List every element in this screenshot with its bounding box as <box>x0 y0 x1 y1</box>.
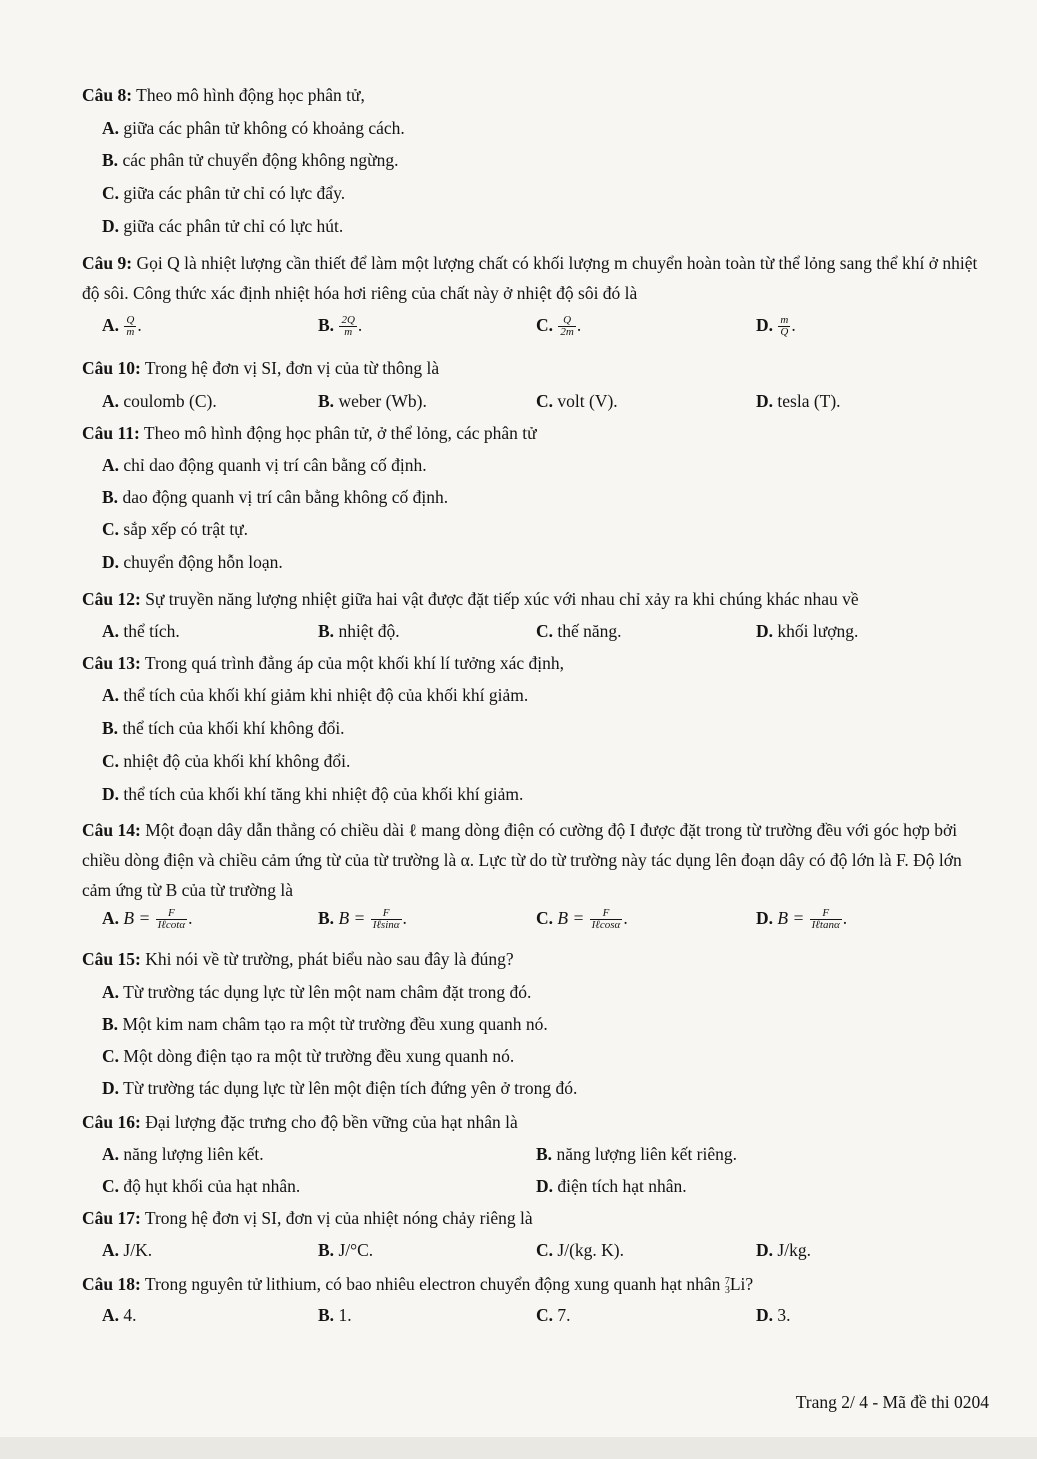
q18-option-d: D. 3. <box>756 1305 791 1325</box>
question-10: Câu 10: Trong hệ đơn vị SI, đơn vị của từ thông là <box>82 358 440 378</box>
q11-option-d: D. chuyển động hỗn loạn. <box>102 552 283 572</box>
question-15: Câu 15: Khi nói về từ trường, phát biểu nào sau đây là đúng? <box>82 949 514 969</box>
q18-option-a: A. 4. <box>102 1305 137 1325</box>
question-12: Câu 12: Sự truyền năng lượng nhiệt giữa hai vật được đặt tiếp xúc với nhau chỉ xảy ra khi chúng khác nhau về <box>82 589 859 609</box>
q9-option-d: D. $\frac{m}{Q}$ . <box>756 314 796 339</box>
q12-option-a: A. thể tích. <box>102 621 180 641</box>
question-18: Câu 18: Trong nguyên tử lithium, có bao nhiêu electron chuyển động xung quanh hạt nhân 7 3 Li? <box>82 1274 754 1296</box>
q11-option-c: C. sắp xếp có trật tự. <box>102 519 249 539</box>
q16-option-d: D. điện tích hạt nhân. <box>536 1176 687 1196</box>
q16-option-b: B. năng lượng liên kết riêng. <box>536 1144 738 1164</box>
question-13: Câu 13: Trong quá trình đẳng áp của một khối khí lí tưởng xác định, <box>82 653 564 673</box>
q10-option-c: C. volt (V). <box>536 391 618 411</box>
q9-option-b: B. $\frac{2Q}{m}$ . <box>318 314 363 339</box>
q17-option-c: C. J/(kg. K). <box>536 1240 624 1260</box>
q13-option-a: A. thể tích của khối khí giảm khi nhiệt độ của khối khí giảm. <box>102 685 529 705</box>
q17-option-a: A. J/K. <box>102 1240 153 1260</box>
q10-option-a: A. coulomb (C). <box>102 391 217 411</box>
q9-option-c: C. $\frac{Q}{2m}$ . <box>536 314 582 339</box>
q15-option-d: D. Từ trường tác dụng lực từ lên một điện tích đứng yên ở trong đó. <box>102 1078 578 1098</box>
q8-option-d: D. giữa các phân tử chỉ có lực hút. <box>102 216 344 236</box>
question-16: Câu 16: Đại lượng đặc trưng cho độ bền vững của hạt nhân là <box>82 1112 518 1132</box>
lithium-nuclide: 7 3 <box>724 1275 730 1296</box>
question-9: Câu 9: Gọi Q là nhiệt lượng cần thiết để làm một lượng chất có khối lượng m chuyển hoàn toàn từ thể lỏng sang thể khí ở nhiệt độ sôi. Công thức xác định nhiệt hóa hơi riêng của chất này ở nhiệt độ sôi đó là <box>82 253 978 303</box>
q10-option-d: D. tesla (T). <box>756 391 841 411</box>
q12-option-c: C. thế năng. <box>536 621 622 641</box>
question-14: Câu 14: Một đoạn dây dẫn thẳng có chiều dài ℓ mang dòng điện có cường độ I được đặt trong từ trường đều với góc hợp bởi chiều dòng điện và chiều cảm ứng từ của từ trường là α. Lực từ do từ trường này tác dụng lên đoạn dây có độ lớn là F. Độ lớn cảm ứng từ B của từ trường là <box>82 820 962 900</box>
question-8: Câu 8: Theo mô hình động học phân tử, <box>82 85 365 105</box>
q17-option-d: D. J/kg. <box>756 1240 811 1260</box>
scan-edge <box>0 1437 1037 1459</box>
q15-option-b: B. Một kim nam châm tạo ra một từ trường đều xung quanh nó. <box>102 1014 548 1034</box>
q8-option-a: A. giữa các phân tử không có khoảng cách. <box>102 118 405 138</box>
q15-option-c: C. Một dòng điện tạo ra một từ trường đều xung quanh nó. <box>102 1046 515 1066</box>
question-11: Câu 11: Theo mô hình động học phân tử, ở thể lỏng, các phân tử <box>82 423 537 443</box>
q8-option-c: C. giữa các phân tử chỉ có lực đẩy. <box>102 183 346 203</box>
q10-option-b: B. weber (Wb). <box>318 391 427 411</box>
q14-option-b: B. B = $\frac{F}{\text{Iℓsinα}}$ . <box>318 907 407 932</box>
q11-option-a: A. chỉ dao động quanh vị trí cân bằng cố định. <box>102 455 427 475</box>
q13-option-d: D. thể tích của khối khí tăng khi nhiệt độ của khối khí giảm. <box>102 784 524 804</box>
q15-option-a: A. Từ trường tác dụng lực từ lên một nam châm đặt trong đó. <box>102 982 532 1002</box>
q14-option-c: C. B = $\frac{F}{\text{Iℓcosα}}$ . <box>536 907 628 932</box>
q16-option-a: A. năng lượng liên kết. <box>102 1144 264 1164</box>
q13-option-b: B. thể tích của khối khí không đổi. <box>102 718 345 738</box>
q13-option-c: C. nhiệt độ của khối khí không đổi. <box>102 751 351 771</box>
q16-option-c: C. độ hụt khối của hạt nhân. <box>102 1176 301 1196</box>
q12-option-b: B. nhiệt độ. <box>318 621 400 641</box>
q14-option-d: D. B = $\frac{F}{\text{Iℓtanα}}$ . <box>756 907 848 932</box>
question-17: Câu 17: Trong hệ đơn vị SI, đơn vị của nhiệt nóng chảy riêng là <box>82 1208 533 1228</box>
q18-option-c: C. 7. <box>536 1305 571 1325</box>
q18-option-b: B. 1. <box>318 1305 352 1325</box>
q9-option-a: A. $\frac{Q}{m}$ . <box>102 314 142 339</box>
q11-option-b: B. dao động quanh vị trí cân bằng không cố định. <box>102 487 449 507</box>
q12-option-d: D. khối lượng. <box>756 621 859 641</box>
page-footer: Trang 2/ 4 - Mã đề thi 0204 <box>795 1392 989 1412</box>
q17-option-b: B. J/°C. <box>318 1240 374 1260</box>
q14-option-a: A. B = $\frac{F}{\text{Iℓcotα}}$ . <box>102 907 193 932</box>
q8-option-b: B. các phân tử chuyển động không ngừng. <box>102 150 399 170</box>
